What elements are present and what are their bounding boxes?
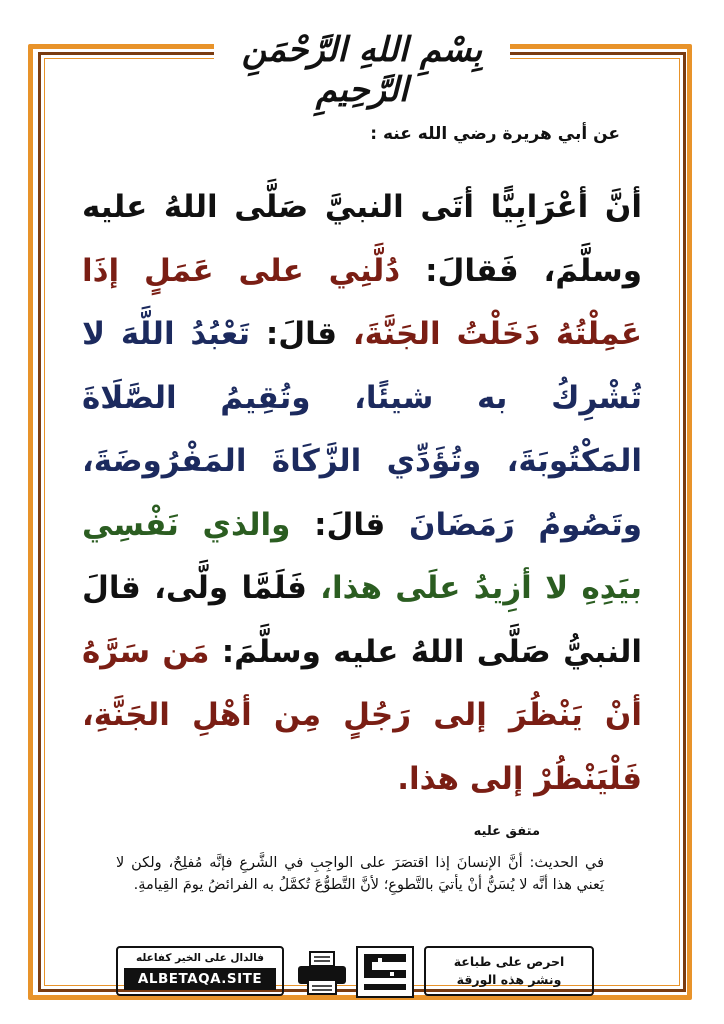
hadith-part-6: والذي نَفْسِي بيَدِهِ لا أزِيدُ علَى هذا،: [82, 506, 642, 606]
hadith-part-8: مَن سَرَّهُ أنْ يَنْظُرَ إلى رَجُلٍ: [82, 633, 642, 733]
footer-site-box[interactable]: [116, 946, 284, 996]
attribution: متفق عليه: [473, 824, 540, 839]
hadith-part-1: أنَّ أعْرَابِيًّا أتَى النبيَّ صَلَّى اللهُ عليه وسلَّمَ، فَقالَ:: [82, 189, 643, 289]
footer-print-box: [424, 946, 594, 996]
footer-print-line-1: احرص على طباعة: [453, 954, 565, 969]
hadith-part-7: فَلَمَّا ولَّى، قالَ النبيُّ صَلَّى اللهُ عليه وسلَّمَ:: [82, 570, 643, 670]
hadith-part-9: مِن أهْلِ الجَنَّةِ، فَلْيَنْظُرْ إلى هذا.: [82, 697, 642, 797]
hadith-text: [82, 176, 642, 811]
hadith-part-3: قالَ:: [250, 316, 338, 352]
footer-print-line-2: ونشر هذه الورقة: [456, 972, 562, 987]
commentary: في الحديث: أنَّ الإنسانَ إذا اقتصَرَ على الواجِبِ في الشَّرعِ فإنَّه مُفلِحٌ، ولكن لا يَعني هذا أنَّه لا يُسَنُّ أنْ يأتيَ بالتَّطوعِ؛ لأنَّ التَّطوُّعَ تُكمَّلُ به الفرائضُ يومَ القِيامةِ.: [116, 855, 604, 893]
site-logo: [356, 946, 414, 998]
footer-slogan: فالدال على الخير كفاعله: [136, 952, 264, 964]
footer-site-url[interactable]: ALBETAQA.SITE: [124, 968, 276, 990]
basmala-calligraphy: بِسْمِ اللهِ الرَّحْمَنِ الرَّحِيمِ: [241, 30, 483, 110]
narrator-line: عن أبي هريرة رضي الله عنه :: [370, 124, 620, 144]
hadith-part-5: قالَ:: [290, 506, 386, 543]
printer-icon: [296, 950, 348, 996]
hadith-part-2: دُلَّنِي على عَمَلٍ إذَا عَمِلْتُهُ دَخَلْتُ الجَنَّةَ،: [82, 252, 642, 352]
hadith-part-4: تَعْبُدُ اللَّهَ لا تُشْرِكُ به شيئًا، وتُقِيمُ الصَّلَاةَ المَكْتُوبَةَ، وتُؤَدِّي الزَّكَاةَ المَفْرُوضَةَ، وتَصُومُ رَمَضَانَ: [82, 316, 642, 543]
basmala-box: [214, 12, 510, 110]
